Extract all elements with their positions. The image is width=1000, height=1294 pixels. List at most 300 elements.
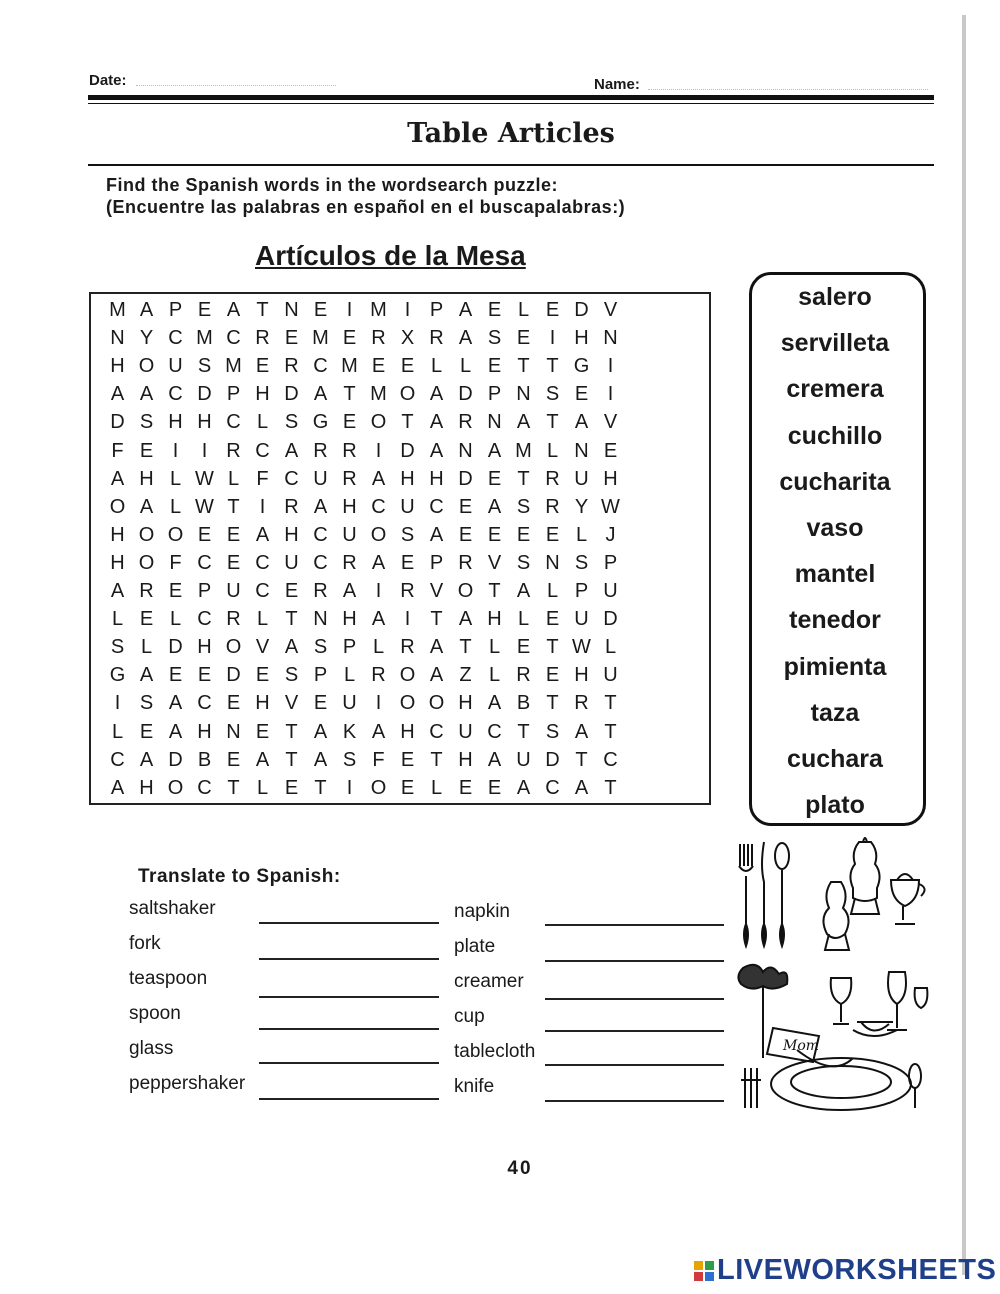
- grid-cell[interactable]: U: [516, 748, 531, 771]
- grid-cell[interactable]: R: [226, 608, 241, 631]
- grid-cell[interactable]: A: [371, 608, 386, 631]
- grid-cell[interactable]: S: [545, 720, 560, 743]
- grid-cell[interactable]: I: [346, 776, 353, 799]
- grid-cell[interactable]: Y: [574, 495, 589, 518]
- grid-cell[interactable]: A: [139, 748, 154, 771]
- grid-cell[interactable]: R: [284, 495, 299, 518]
- grid-cell[interactable]: H: [139, 776, 154, 799]
- grid-cell[interactable]: E: [197, 664, 212, 687]
- grid-cell[interactable]: E: [168, 664, 183, 687]
- grid-cell[interactable]: E: [255, 720, 270, 743]
- answer-blank[interactable]: [545, 960, 724, 962]
- grid-cell[interactable]: T: [604, 776, 617, 799]
- grid-cell[interactable]: I: [375, 580, 382, 602]
- grid-cell[interactable]: A: [284, 439, 299, 462]
- grid-cell[interactable]: H: [574, 327, 589, 350]
- grid-cell[interactable]: R: [371, 327, 386, 350]
- grid-cell[interactable]: I: [607, 383, 614, 406]
- grid-cell[interactable]: M: [370, 299, 387, 321]
- grid-cell[interactable]: Y: [139, 327, 154, 350]
- grid-cell[interactable]: H: [342, 608, 357, 631]
- grid-cell[interactable]: E: [139, 720, 154, 743]
- answer-blank[interactable]: [259, 922, 439, 924]
- grid-cell[interactable]: A: [313, 748, 328, 771]
- grid-cell[interactable]: A: [110, 580, 125, 602]
- grid-cell[interactable]: I: [114, 692, 121, 715]
- grid-cell[interactable]: H: [603, 467, 618, 490]
- grid-cell[interactable]: N: [574, 439, 589, 462]
- grid-cell[interactable]: E: [603, 439, 618, 462]
- grid-cell[interactable]: M: [312, 327, 329, 350]
- grid-cell[interactable]: T: [546, 355, 559, 378]
- grid-cell[interactable]: F: [111, 439, 124, 462]
- grid-cell[interactable]: E: [226, 692, 241, 715]
- grid-cell[interactable]: E: [545, 664, 560, 687]
- grid-cell[interactable]: V: [255, 636, 270, 659]
- grid-cell[interactable]: E: [139, 608, 154, 631]
- grid-cell[interactable]: S: [516, 551, 531, 574]
- grid-cell[interactable]: K: [342, 720, 357, 743]
- grid-cell[interactable]: H: [574, 664, 589, 687]
- grid-cell[interactable]: T: [430, 608, 443, 631]
- grid-cell[interactable]: H: [400, 720, 415, 743]
- grid-cell[interactable]: A: [429, 523, 444, 546]
- grid-cell[interactable]: R: [313, 439, 328, 462]
- grid-cell[interactable]: N: [284, 299, 299, 321]
- answer-blank[interactable]: [259, 996, 439, 998]
- grid-cell[interactable]: E: [487, 299, 502, 321]
- answer-blank[interactable]: [545, 1030, 724, 1032]
- grid-cell[interactable]: E: [400, 551, 415, 574]
- grid-cell[interactable]: C: [110, 748, 125, 771]
- grid-cell[interactable]: T: [285, 608, 298, 631]
- grid-cell[interactable]: E: [487, 355, 502, 378]
- grid-cell[interactable]: A: [313, 495, 328, 518]
- grid-cell[interactable]: E: [284, 580, 299, 602]
- grid-cell[interactable]: C: [168, 383, 183, 406]
- grid-cell[interactable]: U: [574, 467, 589, 490]
- grid-cell[interactable]: H: [197, 720, 212, 743]
- grid-cell[interactable]: R: [429, 327, 444, 350]
- grid-cell[interactable]: E: [574, 383, 589, 406]
- grid-cell[interactable]: C: [255, 439, 270, 462]
- grid-cell[interactable]: Z: [459, 664, 472, 687]
- grid-cell[interactable]: R: [516, 664, 531, 687]
- grid-cell[interactable]: D: [458, 467, 473, 490]
- grid-cell[interactable]: T: [546, 692, 559, 715]
- grid-cell[interactable]: U: [603, 580, 618, 602]
- grid-cell[interactable]: H: [197, 411, 212, 434]
- grid-cell[interactable]: R: [342, 551, 357, 574]
- grid-cell[interactable]: S: [313, 636, 328, 659]
- grid-cell[interactable]: C: [313, 523, 328, 546]
- grid-cell[interactable]: E: [139, 439, 154, 462]
- grid-cell[interactable]: A: [139, 495, 154, 518]
- grid-cell[interactable]: A: [574, 411, 589, 434]
- grid-cell[interactable]: H: [342, 495, 357, 518]
- grid-cell[interactable]: L: [488, 636, 501, 659]
- grid-cell[interactable]: C: [197, 608, 212, 631]
- grid-cell[interactable]: L: [256, 776, 269, 799]
- grid-cell[interactable]: D: [545, 748, 560, 771]
- grid-cell[interactable]: V: [487, 551, 502, 574]
- grid-cell[interactable]: S: [342, 748, 357, 771]
- grid-cell[interactable]: S: [197, 355, 212, 378]
- grid-cell[interactable]: O: [370, 776, 387, 799]
- grid-cell[interactable]: L: [459, 355, 472, 378]
- grid-cell[interactable]: O: [138, 523, 155, 546]
- grid-cell[interactable]: H: [110, 523, 125, 546]
- grid-cell[interactable]: H: [197, 636, 212, 659]
- grid-cell[interactable]: R: [342, 439, 357, 462]
- grid-cell[interactable]: A: [371, 551, 386, 574]
- grid-cell[interactable]: G: [312, 411, 329, 434]
- grid-cell[interactable]: S: [574, 551, 589, 574]
- grid-cell[interactable]: W: [195, 495, 214, 518]
- grid-cell[interactable]: C: [313, 551, 328, 574]
- grid-cell[interactable]: O: [225, 636, 242, 659]
- grid-cell[interactable]: I: [404, 299, 411, 321]
- grid-cell[interactable]: N: [545, 551, 560, 574]
- grid-cell[interactable]: C: [284, 467, 299, 490]
- grid-cell[interactable]: R: [313, 580, 328, 602]
- grid-cell[interactable]: L: [227, 467, 240, 490]
- grid-cell[interactable]: C: [429, 495, 444, 518]
- grid-cell[interactable]: T: [546, 411, 559, 434]
- grid-cell[interactable]: R: [139, 580, 154, 602]
- grid-cell[interactable]: O: [399, 664, 416, 687]
- grid-cell[interactable]: F: [372, 748, 385, 771]
- grid-cell[interactable]: G: [573, 355, 590, 378]
- grid-cell[interactable]: S: [139, 692, 154, 715]
- grid-cell[interactable]: C: [168, 327, 183, 350]
- grid-cell[interactable]: R: [458, 551, 473, 574]
- grid-cell[interactable]: C: [603, 748, 618, 771]
- grid-cell[interactable]: H: [110, 551, 125, 574]
- grid-cell[interactable]: H: [255, 383, 270, 406]
- grid-cell[interactable]: H: [458, 692, 473, 715]
- grid-cell[interactable]: C: [226, 327, 241, 350]
- grid-cell[interactable]: O: [399, 383, 416, 406]
- grid-cell[interactable]: N: [487, 411, 502, 434]
- grid-cell[interactable]: C: [197, 551, 212, 574]
- grid-cell[interactable]: O: [138, 355, 155, 378]
- grid-cell[interactable]: S: [487, 327, 502, 350]
- grid-cell[interactable]: O: [457, 580, 474, 602]
- grid-cell[interactable]: L: [430, 355, 443, 378]
- grid-cell[interactable]: S: [284, 664, 299, 687]
- grid-cell[interactable]: H: [487, 608, 502, 631]
- grid-cell[interactable]: A: [110, 467, 125, 490]
- grid-cell[interactable]: D: [284, 383, 299, 406]
- grid-cell[interactable]: A: [371, 467, 386, 490]
- grid-cell[interactable]: T: [517, 467, 530, 490]
- grid-cell[interactable]: H: [400, 467, 415, 490]
- grid-cell[interactable]: N: [516, 383, 531, 406]
- grid-cell[interactable]: E: [197, 523, 212, 546]
- grid-cell[interactable]: T: [517, 720, 530, 743]
- grid-cell[interactable]: I: [346, 299, 353, 321]
- grid-cell[interactable]: A: [429, 439, 444, 462]
- grid-cell[interactable]: P: [342, 636, 357, 659]
- grid-cell[interactable]: A: [110, 776, 125, 799]
- grid-cell[interactable]: S: [110, 636, 125, 659]
- grid-cell[interactable]: E: [516, 636, 531, 659]
- grid-cell[interactable]: E: [545, 608, 560, 631]
- grid-cell[interactable]: T: [604, 692, 617, 715]
- grid-cell[interactable]: I: [404, 608, 411, 631]
- grid-cell[interactable]: E: [458, 523, 473, 546]
- grid-cell[interactable]: W: [195, 467, 214, 490]
- answer-blank[interactable]: [545, 1064, 724, 1066]
- date-field[interactable]: [136, 84, 336, 86]
- grid-cell[interactable]: U: [458, 720, 473, 743]
- grid-cell[interactable]: C: [429, 720, 444, 743]
- grid-cell[interactable]: I: [201, 439, 208, 462]
- grid-cell[interactable]: D: [400, 439, 415, 462]
- grid-cell[interactable]: F: [256, 467, 269, 490]
- grid-cell[interactable]: A: [458, 608, 473, 631]
- grid-cell[interactable]: E: [458, 776, 473, 799]
- grid-cell[interactable]: A: [110, 383, 125, 406]
- grid-cell[interactable]: P: [226, 383, 241, 406]
- grid-cell[interactable]: P: [313, 664, 328, 687]
- grid-cell[interactable]: D: [110, 411, 125, 434]
- grid-cell[interactable]: H: [110, 355, 125, 378]
- grid-cell[interactable]: A: [168, 692, 183, 715]
- grid-cell[interactable]: E: [226, 551, 241, 574]
- grid-cell[interactable]: T: [227, 495, 240, 518]
- grid-cell[interactable]: P: [429, 551, 444, 574]
- grid-cell[interactable]: A: [487, 692, 502, 715]
- grid-cell[interactable]: R: [400, 580, 415, 602]
- grid-cell[interactable]: P: [429, 299, 444, 321]
- grid-cell[interactable]: T: [517, 355, 530, 378]
- answer-blank[interactable]: [259, 1062, 439, 1064]
- grid-cell[interactable]: T: [575, 748, 588, 771]
- grid-cell[interactable]: L: [111, 608, 124, 631]
- grid-cell[interactable]: A: [342, 580, 357, 602]
- grid-cell[interactable]: R: [400, 636, 415, 659]
- grid-cell[interactable]: N: [110, 327, 125, 350]
- grid-cell[interactable]: O: [109, 495, 126, 518]
- grid-cell[interactable]: M: [370, 383, 387, 406]
- grid-cell[interactable]: E: [487, 467, 502, 490]
- grid-cell[interactable]: E: [458, 495, 473, 518]
- grid-cell[interactable]: C: [313, 355, 328, 378]
- grid-cell[interactable]: O: [138, 551, 155, 574]
- grid-cell[interactable]: R: [371, 664, 386, 687]
- grid-cell[interactable]: A: [516, 776, 531, 799]
- grid-cell[interactable]: L: [256, 608, 269, 631]
- grid-cell[interactable]: R: [226, 439, 241, 462]
- grid-cell[interactable]: I: [549, 327, 556, 350]
- grid-cell[interactable]: X: [400, 327, 415, 350]
- grid-cell[interactable]: A: [255, 748, 270, 771]
- grid-cell[interactable]: H: [255, 692, 270, 715]
- grid-cell[interactable]: A: [313, 720, 328, 743]
- grid-cell[interactable]: R: [458, 411, 473, 434]
- grid-cell[interactable]: A: [458, 299, 473, 321]
- grid-cell[interactable]: O: [428, 692, 445, 715]
- grid-cell[interactable]: O: [167, 523, 184, 546]
- grid-cell[interactable]: A: [168, 720, 183, 743]
- grid-cell[interactable]: H: [139, 467, 154, 490]
- grid-cell[interactable]: O: [399, 692, 416, 715]
- grid-cell[interactable]: C: [371, 495, 386, 518]
- grid-cell[interactable]: H: [429, 467, 444, 490]
- grid-cell[interactable]: R: [342, 467, 357, 490]
- grid-cell[interactable]: J: [605, 523, 616, 546]
- grid-cell[interactable]: P: [197, 580, 212, 602]
- grid-cell[interactable]: V: [284, 692, 299, 715]
- grid-cell[interactable]: T: [401, 411, 414, 434]
- grid-cell[interactable]: W: [601, 495, 620, 518]
- grid-cell[interactable]: E: [545, 523, 560, 546]
- grid-cell[interactable]: P: [168, 299, 183, 321]
- grid-cell[interactable]: E: [400, 776, 415, 799]
- grid-cell[interactable]: G: [109, 664, 126, 687]
- grid-cell[interactable]: B: [516, 692, 531, 715]
- answer-blank[interactable]: [545, 1100, 724, 1102]
- grid-cell[interactable]: E: [545, 299, 560, 321]
- grid-cell[interactable]: I: [375, 692, 382, 715]
- grid-cell[interactable]: A: [487, 748, 502, 771]
- answer-blank[interactable]: [545, 924, 724, 926]
- grid-cell[interactable]: A: [371, 720, 386, 743]
- grid-cell[interactable]: M: [109, 299, 126, 321]
- grid-cell[interactable]: T: [285, 720, 298, 743]
- answer-blank[interactable]: [259, 1098, 439, 1100]
- grid-cell[interactable]: L: [488, 664, 501, 687]
- grid-cell[interactable]: B: [197, 748, 212, 771]
- grid-cell[interactable]: A: [487, 439, 502, 462]
- grid-cell[interactable]: A: [139, 299, 154, 321]
- grid-cell[interactable]: A: [487, 495, 502, 518]
- grid-cell[interactable]: V: [429, 580, 444, 602]
- grid-cell[interactable]: U: [400, 495, 415, 518]
- grid-cell[interactable]: A: [429, 411, 444, 434]
- grid-cell[interactable]: S: [400, 523, 415, 546]
- grid-cell[interactable]: R: [545, 495, 560, 518]
- grid-cell[interactable]: E: [313, 692, 328, 715]
- grid-cell[interactable]: L: [169, 495, 182, 518]
- grid-cell[interactable]: A: [255, 523, 270, 546]
- grid-cell[interactable]: T: [285, 748, 298, 771]
- grid-cell[interactable]: U: [603, 664, 618, 687]
- grid-cell[interactable]: U: [313, 467, 328, 490]
- grid-cell[interactable]: H: [284, 523, 299, 546]
- grid-cell[interactable]: S: [516, 495, 531, 518]
- grid-cell[interactable]: T: [604, 720, 617, 743]
- grid-cell[interactable]: E: [400, 748, 415, 771]
- grid-cell[interactable]: E: [516, 327, 531, 350]
- grid-cell[interactable]: E: [487, 523, 502, 546]
- grid-cell[interactable]: L: [343, 664, 356, 687]
- grid-cell[interactable]: E: [284, 776, 299, 799]
- grid-cell[interactable]: E: [284, 327, 299, 350]
- grid-cell[interactable]: L: [372, 636, 385, 659]
- grid-cell[interactable]: H: [458, 748, 473, 771]
- grid-cell[interactable]: N: [313, 608, 328, 631]
- grid-cell[interactable]: R: [574, 692, 589, 715]
- grid-cell[interactable]: T: [488, 580, 501, 602]
- grid-cell[interactable]: H: [168, 411, 183, 434]
- answer-blank[interactable]: [259, 958, 439, 960]
- grid-cell[interactable]: S: [139, 411, 154, 434]
- name-field[interactable]: [648, 88, 928, 90]
- grid-cell[interactable]: I: [172, 439, 179, 462]
- grid-cell[interactable]: P: [574, 580, 589, 602]
- grid-cell[interactable]: L: [111, 720, 124, 743]
- grid-cell[interactable]: L: [546, 580, 559, 602]
- grid-cell[interactable]: E: [255, 664, 270, 687]
- grid-cell[interactable]: L: [140, 636, 153, 659]
- grid-cell[interactable]: A: [516, 580, 531, 602]
- grid-cell[interactable]: T: [343, 383, 356, 406]
- grid-cell[interactable]: M: [225, 355, 242, 378]
- grid-cell[interactable]: R: [255, 327, 270, 350]
- grid-cell[interactable]: C: [545, 776, 560, 799]
- grid-cell[interactable]: L: [546, 439, 559, 462]
- grid-cell[interactable]: C: [197, 776, 212, 799]
- grid-cell[interactable]: O: [370, 523, 387, 546]
- grid-cell[interactable]: T: [227, 776, 240, 799]
- grid-cell[interactable]: P: [487, 383, 502, 406]
- grid-cell[interactable]: N: [226, 720, 241, 743]
- grid-cell[interactable]: L: [517, 299, 530, 321]
- grid-cell[interactable]: V: [603, 411, 618, 434]
- grid-cell[interactable]: F: [169, 551, 182, 574]
- grid-cell[interactable]: O: [370, 411, 387, 434]
- grid-cell[interactable]: N: [603, 327, 618, 350]
- grid-cell[interactable]: T: [546, 636, 559, 659]
- answer-blank[interactable]: [259, 1028, 439, 1030]
- grid-cell[interactable]: E: [516, 523, 531, 546]
- grid-cell[interactable]: E: [342, 327, 357, 350]
- grid-cell[interactable]: E: [168, 580, 183, 602]
- grid-cell[interactable]: L: [575, 523, 588, 546]
- grid-cell[interactable]: L: [517, 608, 530, 631]
- grid-cell[interactable]: E: [313, 299, 328, 321]
- grid-cell[interactable]: A: [139, 664, 154, 687]
- grid-cell[interactable]: A: [574, 720, 589, 743]
- grid-cell[interactable]: M: [196, 327, 213, 350]
- grid-cell[interactable]: A: [458, 327, 473, 350]
- grid-cell[interactable]: M: [515, 439, 532, 462]
- grid-cell[interactable]: I: [259, 495, 266, 518]
- grid-cell[interactable]: M: [341, 355, 358, 378]
- grid-cell[interactable]: E: [255, 355, 270, 378]
- grid-cell[interactable]: A: [429, 383, 444, 406]
- grid-cell[interactable]: L: [604, 636, 617, 659]
- grid-cell[interactable]: I: [607, 355, 614, 378]
- grid-cell[interactable]: D: [458, 383, 473, 406]
- grid-cell[interactable]: U: [342, 523, 357, 546]
- grid-cell[interactable]: U: [168, 355, 183, 378]
- grid-cell[interactable]: E: [226, 523, 241, 546]
- grid-cell[interactable]: I: [375, 439, 382, 462]
- grid-cell[interactable]: C: [226, 411, 241, 434]
- grid-cell[interactable]: A: [429, 664, 444, 687]
- grid-cell[interactable]: R: [284, 355, 299, 378]
- grid-cell[interactable]: T: [256, 299, 269, 321]
- grid-cell[interactable]: V: [603, 299, 618, 321]
- grid-cell[interactable]: D: [168, 636, 183, 659]
- grid-cell[interactable]: U: [574, 608, 589, 631]
- grid-cell[interactable]: A: [139, 383, 154, 406]
- grid-cell[interactable]: C: [487, 720, 502, 743]
